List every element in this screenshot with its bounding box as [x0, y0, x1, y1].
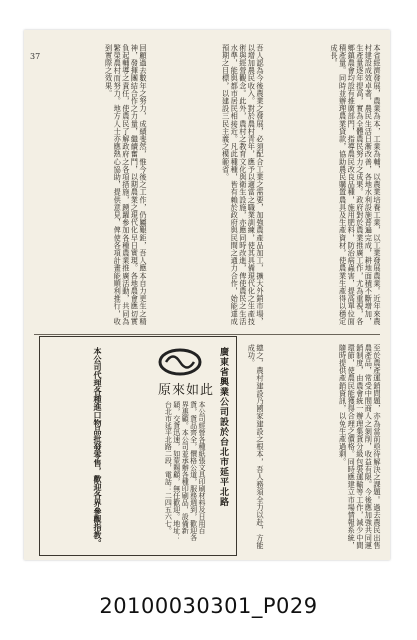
article-column-4: 至於農產運銷問題，亦為當前亟待解決之課題。過去農民出售農產品，常受中間商人之剝削，收益有限。今後應加強共同運銷制度，由農會統一辦理集貨分級包裝運輸等工作，減少中間環節，使農民能獲得合理之價格。同時應建立市場情報系統，隨時提供產銷資訊，以免生產過剩。 — [338, 344, 382, 550]
magazine-page — [24, 30, 390, 560]
ad-headline: 廣東省興業公司設於台北市延平北路 — [218, 347, 228, 507]
ad-calligraphy: 原來如此 — [158, 383, 215, 398]
article-column-2: 吾人認為今後農業之發展，必須配合工業之需要，加強農產品加工，擴大外銷市場，以增加農民收入。對於農村青年，應予以適當之職業訓練，使其具備現代化之生產技術與經營觀念。此外，農村之教育文化與衛生設施，亦應同時改進，俾使農民之生活水準，能與都市居民相接近。凡此種種，皆有賴於政府與民間之通力合作，始能達成預期之目標，以建設三民主義之模範省。 — [221, 44, 265, 326]
page-number: 37 — [30, 52, 41, 61]
ad-side-text: 本公司代理各種進口物品批發零售，歡迎各界參觀指教。 — [93, 347, 102, 547]
section-divider — [34, 334, 380, 335]
ad-body-text: 本公司經營各種紙張文具印刷材料及日用百貨，貨品齊全，價格公道，服務週到，歡迎各界惠顧。本公司並承辦各種印刷品，設備新穎，交貨迅速，如蒙賜顧，無任歡迎。地址：台北市延平北路二段，電話：二四五六七。 — [164, 401, 206, 541]
catalog-id: 20100030301_P029 — [99, 594, 318, 618]
article-column-3: 回顧過去數年之努力，成績斐然，惟今後之工作，仍屬艱鉅，吾人應本自力更生之精神，發揮團結合作之力量，繼續奮鬥，以期農業之現代化早日實現。各地農會應切實負起輔導之責任，使農民了解政府之各項措施，踴躍參加各種農業推廣活動，共同為繁榮農村而努力。地方人士亦應熱心協助，提供意見，俾使各項計畫能順利推行，收到實際之效果。 — [104, 44, 148, 326]
company-logo-icon — [158, 347, 202, 377]
article-column-1: 本省經濟發展，農業為本，工業為輔，以農業培養工業，以工業發展農業。近年來農村建設成效卓著，農民生活日漸改善，各地水利設施普遍完成，耕地面積不斷增加，生產量逐年提高，實為全體農民努力之成果。政府對於農業推廣工作，尤為重視，各鄉鎮農會均設有推廣部門，指導農民改良品種，施用肥料，防治病蟲害，提高單位面積產量。同時並辦理農業貸款，協助農民購置農具及生產資材，使農業生產得以穩定成長。 — [330, 44, 382, 326]
advertisement-box — [39, 336, 237, 556]
article-column-5: 總之，農村建設乃國家建設之根本，吾人務須全力以赴，方能成功。 — [247, 344, 265, 550]
